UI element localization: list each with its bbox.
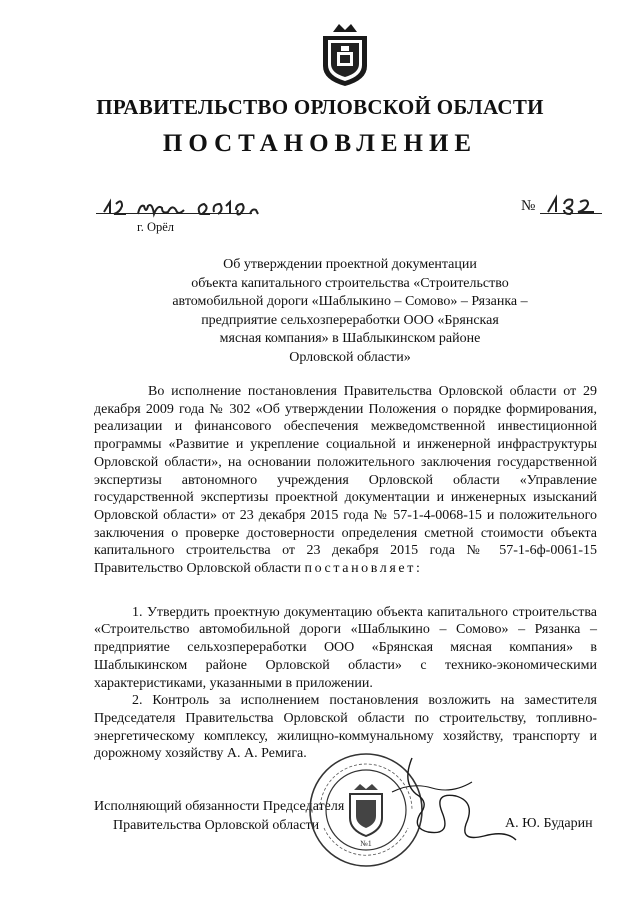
position-line-2: Правительства Орловской области bbox=[113, 818, 320, 833]
handwritten-number bbox=[542, 192, 602, 218]
government-title: ПРАВИТЕЛЬСТВО ОРЛОВСКОЙ ОБЛАСТИ bbox=[96, 95, 544, 119]
number-underline bbox=[540, 213, 602, 214]
subject-line: Об утверждении проектной документации bbox=[223, 257, 477, 272]
document-subject bbox=[130, 256, 570, 368]
preamble-text: Во исполнение постановления Правительства Орловской области от 29 декабря 2009 года № 302 «Об утверждении Положения о порядке формирования, реализации и финансового обеспечения межведомственной инвестиционной программы «Развитие и укрепление социальной и инженерной инфраструктуры Орловской области», на основании положительного заключения государственной экспертизы автономного учреждения Орловской области «Управление государственной экспертизы проектной документации и инженерных изысканий Орловской области» от 23 декабря 2015 года № 57-1-4-0068-15 и положительного заключения о проверке достоверности определения сметной стоимости объекта капитального строительства от 23 декабря 2015 года № 57-1-6ф-0061-15 Правительство Орловской области bbox=[94, 384, 597, 577]
document-body bbox=[94, 383, 597, 763]
signatory-name: А. Ю. Бударин bbox=[505, 816, 593, 831]
subject-line: предприятие сельхозпереработки ООО «Брянская bbox=[201, 312, 499, 328]
stamp-number: №1 bbox=[360, 839, 372, 848]
number-label: № bbox=[521, 198, 536, 214]
subject-line: автомобильной дороги «Шаблыкино – Сомово» – Рязанка – bbox=[172, 294, 528, 310]
subject-line: мясная компания» в Шаблыкинском районе bbox=[219, 331, 481, 347]
subject-line: Орловской области» bbox=[289, 349, 411, 365]
preamble-paragraph bbox=[94, 383, 597, 578]
handwritten-date bbox=[100, 194, 270, 220]
item-1-paragraph: 1. Утвердить проектную документацию объекта капитального строительства «Строительство автомобильной дороги «Шаблыкино – Сомово» – Рязанка – предприятие сельхозпереработки ООО «Брянская мясная компания» в Шаблыкинском районе Орловской области» с технико-экономическими характеристиками, указанными в приложении. bbox=[94, 604, 597, 691]
resolves-word: постановляет: bbox=[304, 561, 423, 577]
handwritten-signature bbox=[372, 752, 522, 852]
item-2-paragraph: 2. Контроль за исполнением постановления возложить на заместителя Председателя Правительства Орловской области по строительству, топливно-энергетическому комплексу, жилищно-коммунальному хозяйству, транспорту и дорожному хозяйству А. А. Ремига. bbox=[94, 693, 597, 762]
date-underline bbox=[96, 213, 252, 214]
document-type-title: ПОСТАНОВЛЕНИЕ bbox=[162, 130, 478, 157]
position-line-1: Исполняющий обязанности Председателя bbox=[94, 799, 345, 814]
subject-line: объекта капитального строительства «Строительство bbox=[191, 275, 509, 291]
coat-of-arms-emblem bbox=[319, 22, 371, 88]
city: г. Орёл bbox=[137, 220, 175, 234]
